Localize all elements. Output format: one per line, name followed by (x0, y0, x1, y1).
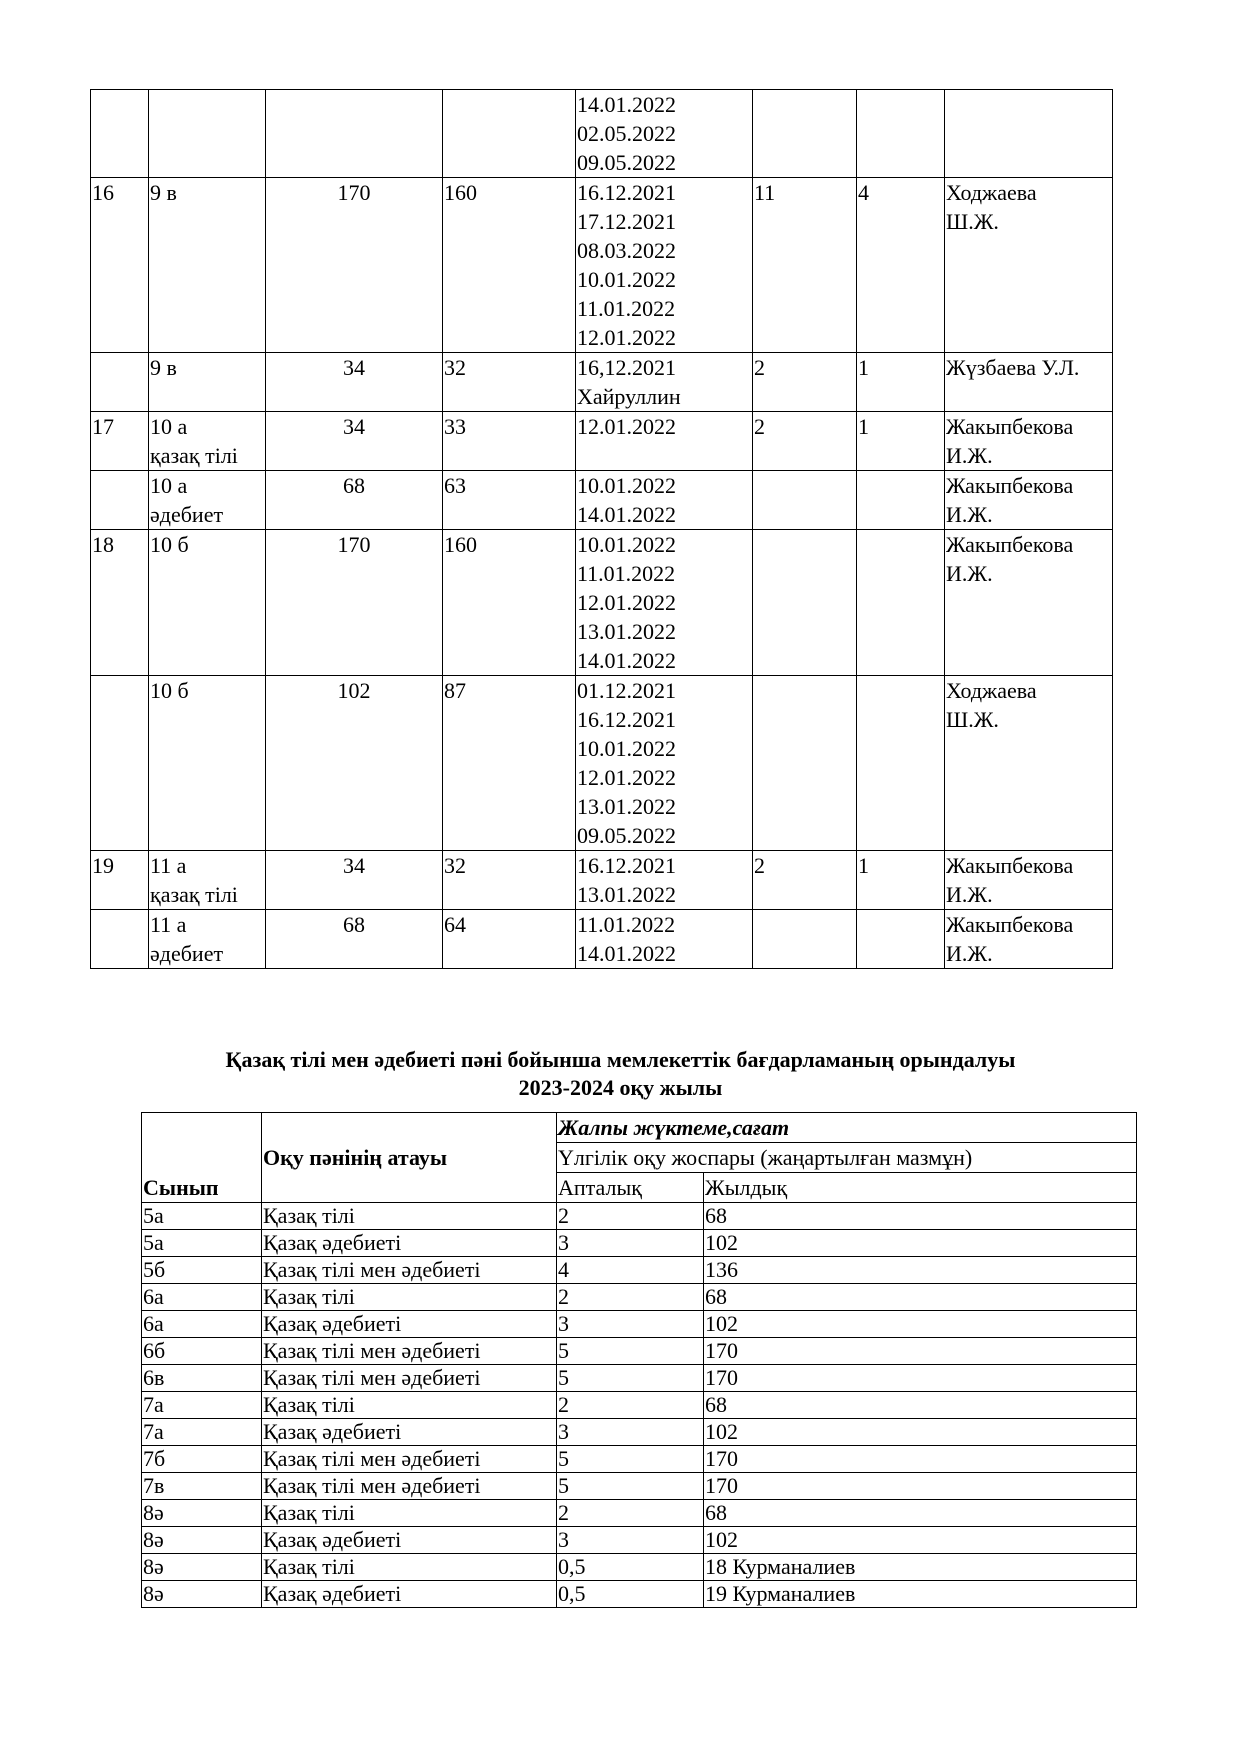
teacher-line: И.Ж. (946, 443, 993, 468)
class-cell (149, 676, 266, 851)
date-line: 12.01.2022 (577, 414, 676, 439)
table-row (91, 471, 1113, 530)
done-hours: 160 (443, 530, 576, 676)
section-title: Қазақ тілі мен әдебиеті пәні бойынша мемлекеттік бағдарламаның орындалуы (225, 1047, 1016, 1072)
dates-cell (576, 178, 753, 353)
subject-cell: Қазақ әдебиеті (262, 1230, 557, 1257)
section-subtitle: 2023-2024 оқу жылы (518, 1075, 723, 1100)
yearly-cell: 170 (704, 1365, 1137, 1392)
class-cell (149, 353, 266, 412)
yearly-cell: 68 (704, 1392, 1137, 1419)
header-total-load: Жалпы жүктеме,сағат (557, 1113, 1137, 1143)
row-number (91, 353, 149, 412)
class-cell (149, 530, 266, 676)
teacher-cell (945, 353, 1113, 412)
done-hours: 160 (443, 178, 576, 353)
weekly-cell: 0,5 (557, 1581, 704, 1608)
date-line: 12.01.2022 (577, 590, 676, 615)
class-cell: 5а (142, 1203, 262, 1230)
row-number (91, 471, 149, 530)
teacher-cell (945, 412, 1113, 471)
yearly-cell: 102 (704, 1419, 1137, 1446)
class-cell: 8ә (142, 1527, 262, 1554)
class-cell: 5б (142, 1257, 262, 1284)
class-cell (149, 910, 266, 969)
weekly-cell: 3 (557, 1419, 704, 1446)
yearly-cell: 102 (704, 1311, 1137, 1338)
class-cell: 7б (142, 1446, 262, 1473)
row-number (91, 90, 149, 178)
teacher-line: Жүзбаева У.Л. (946, 355, 1080, 380)
row-number (91, 910, 149, 969)
weekly-cell: 5 (557, 1365, 704, 1392)
table-row (142, 1554, 1137, 1581)
dates-cell (576, 90, 753, 178)
date-line: 17.12.2021 (577, 209, 676, 234)
class-cell (149, 178, 266, 353)
col7-cell (857, 676, 945, 851)
date-line: 13.01.2022 (577, 619, 676, 644)
class-cell: 6в (142, 1365, 262, 1392)
weekly-cell: 0,5 (557, 1554, 704, 1581)
date-line: Хайруллин (577, 384, 681, 409)
teacher-cell (945, 676, 1113, 851)
weekly-cell: 2 (557, 1284, 704, 1311)
class-cell (149, 90, 266, 178)
table-row (91, 90, 1113, 178)
class-line: қазақ тілі (150, 882, 238, 907)
weekly-cell: 5 (557, 1338, 704, 1365)
table-row (91, 353, 1113, 412)
class-cell: 7в (142, 1473, 262, 1500)
class-line: әдебиет (150, 941, 224, 966)
col6-cell (753, 676, 857, 851)
weekly-cell: 2 (557, 1500, 704, 1527)
teacher-line: Жакыпбекова (946, 853, 1074, 878)
date-line: 01.12.2021 (577, 678, 676, 703)
teacher-cell (945, 90, 1113, 178)
table-row (91, 910, 1113, 969)
table-row (142, 1419, 1137, 1446)
date-line: 08.03.2022 (577, 238, 676, 263)
yearly-cell: 18 Курманалиев (704, 1554, 1137, 1581)
yearly-cell: 19 Курманалиев (704, 1581, 1137, 1608)
table-row (142, 1230, 1137, 1257)
yearly-cell: 170 (704, 1338, 1137, 1365)
yearly-cell: 102 (704, 1527, 1137, 1554)
subject-cell: Қазақ әдебиеті (262, 1419, 557, 1446)
class-cell (149, 851, 266, 910)
dates-cell (576, 471, 753, 530)
date-line: 16.12.2021 (577, 707, 676, 732)
subject-cell: Қазақ тілі (262, 1500, 557, 1527)
class-cell: 8ә (142, 1554, 262, 1581)
header-subject: Оқу пәнінің атауы (262, 1113, 557, 1203)
date-line: 02.05.2022 (577, 121, 676, 146)
teacher-cell (945, 530, 1113, 676)
class-line: 11 а (150, 853, 187, 878)
col7-cell (857, 90, 945, 178)
weekly-cell: 5 (557, 1473, 704, 1500)
done-hours: 63 (443, 471, 576, 530)
subject-cell: Қазақ тілі мен әдебиеті (262, 1365, 557, 1392)
state-program-table-2023-2024 (141, 1112, 1137, 1608)
done-hours: 87 (443, 676, 576, 851)
teacher-cell (945, 178, 1113, 353)
done-hours: 32 (443, 353, 576, 412)
table-row (91, 178, 1113, 353)
teacher-line: И.Ж. (946, 882, 993, 907)
date-line: 13.01.2022 (577, 882, 676, 907)
date-line: 16.12.2021 (577, 853, 676, 878)
date-line: 14.01.2022 (577, 941, 676, 966)
col7-cell: 1 (857, 851, 945, 910)
teacher-line: Ш.Ж. (946, 209, 999, 234)
date-line: 11.01.2022 (577, 912, 676, 937)
total-hours: 68 (266, 471, 443, 530)
done-hours: 33 (443, 412, 576, 471)
table-row (142, 1473, 1137, 1500)
weekly-cell: 2 (557, 1392, 704, 1419)
class-cell: 7а (142, 1392, 262, 1419)
teacher-line: Ходжаева (946, 180, 1037, 205)
teacher-cell (945, 471, 1113, 530)
table-row (142, 1338, 1137, 1365)
dates-cell (576, 910, 753, 969)
total-hours: 102 (266, 676, 443, 851)
dates-cell (576, 530, 753, 676)
subject-cell: Қазақ тілі мен әдебиеті (262, 1473, 557, 1500)
teacher-cell (945, 851, 1113, 910)
yearly-cell: 68 (704, 1203, 1137, 1230)
subject-cell: Қазақ тілі (262, 1284, 557, 1311)
class-cell (149, 471, 266, 530)
col6-cell (753, 910, 857, 969)
total-hours: 170 (266, 530, 443, 676)
dates-cell (576, 676, 753, 851)
total-hours: 34 (266, 851, 443, 910)
date-line: 10.01.2022 (577, 473, 676, 498)
table-row (91, 851, 1113, 910)
table-row (91, 412, 1113, 471)
done-hours: 64 (443, 910, 576, 969)
class-cell: 8ә (142, 1581, 262, 1608)
class-cell: 8ә (142, 1500, 262, 1527)
date-line: 10.01.2022 (577, 267, 676, 292)
yearly-cell: 170 (704, 1473, 1137, 1500)
yearly-cell: 68 (704, 1500, 1137, 1527)
weekly-cell: 5 (557, 1446, 704, 1473)
row-number (91, 676, 149, 851)
date-line: 14.01.2022 (577, 648, 676, 673)
class-line: 10 а (150, 414, 188, 439)
class-cell (149, 412, 266, 471)
row-number: 16 (91, 178, 149, 353)
col6-cell (753, 530, 857, 676)
header-class: Сынып (142, 1113, 262, 1203)
subject-cell: Қазақ тілі (262, 1392, 557, 1419)
table-row (91, 676, 1113, 851)
table-row (91, 530, 1113, 676)
table-row (142, 1257, 1137, 1284)
row-number: 17 (91, 412, 149, 471)
date-line: 14.01.2022 (577, 502, 676, 527)
done-hours: 32 (443, 851, 576, 910)
done-hours (443, 90, 576, 178)
col7-cell (857, 910, 945, 969)
yearly-cell: 170 (704, 1446, 1137, 1473)
table-row (142, 1527, 1137, 1554)
teacher-line: Жакыпбекова (946, 532, 1074, 557)
weekly-cell: 3 (557, 1311, 704, 1338)
date-line: 12.01.2022 (577, 765, 676, 790)
date-line: 14.01.2022 (577, 92, 676, 117)
teacher-line: Жакыпбекова (946, 414, 1074, 439)
class-line: 9 в (150, 355, 177, 380)
date-line: 16,12.2021 (577, 355, 676, 380)
weekly-cell: 3 (557, 1230, 704, 1257)
table-row (142, 1284, 1137, 1311)
class-cell: 6б (142, 1338, 262, 1365)
table-row (142, 1365, 1137, 1392)
subject-cell: Қазақ тілі (262, 1203, 557, 1230)
subject-cell: Қазақ әдебиеті (262, 1527, 557, 1554)
table-row (142, 1392, 1137, 1419)
col7-cell (857, 530, 945, 676)
col6-cell (753, 90, 857, 178)
class-line: 10 а (150, 473, 188, 498)
row-number: 18 (91, 530, 149, 676)
dates-cell (576, 412, 753, 471)
col6-cell: 2 (753, 412, 857, 471)
col7-cell (857, 471, 945, 530)
teacher-line: Ш.Ж. (946, 707, 999, 732)
header-weekly: Апталық (557, 1173, 704, 1203)
dates-cell (576, 851, 753, 910)
class-line: 10 б (150, 678, 189, 703)
date-line: 11.01.2022 (577, 296, 676, 321)
header-model-plan: Үлгілік оқу жоспары (жаңартылған мазмұн) (557, 1143, 1137, 1173)
table-row (142, 1311, 1137, 1338)
weekly-cell: 2 (557, 1203, 704, 1230)
table-row (142, 1500, 1137, 1527)
subject-cell: Қазақ әдебиеті (262, 1581, 557, 1608)
class-line: әдебиет (150, 502, 224, 527)
total-hours: 170 (266, 178, 443, 353)
subject-cell: Қазақ әдебиеті (262, 1311, 557, 1338)
date-line: 09.05.2022 (577, 823, 676, 848)
date-line: 11.01.2022 (577, 561, 676, 586)
yearly-cell: 102 (704, 1230, 1137, 1257)
yearly-cell: 68 (704, 1284, 1137, 1311)
class-line: 10 б (150, 532, 189, 557)
teacher-line: Жакыпбекова (946, 473, 1074, 498)
teacher-line: Ходжаева (946, 678, 1037, 703)
subject-cell: Қазақ тілі (262, 1554, 557, 1581)
teacher-cell (945, 910, 1113, 969)
table-row (142, 1581, 1137, 1608)
class-cell: 6а (142, 1311, 262, 1338)
table-row (142, 1203, 1137, 1230)
weekly-cell: 4 (557, 1257, 704, 1284)
col7-cell: 1 (857, 412, 945, 471)
date-line: 10.01.2022 (577, 736, 676, 761)
date-line: 13.01.2022 (577, 794, 676, 819)
class-cell: 7а (142, 1419, 262, 1446)
date-line: 10.01.2022 (577, 532, 676, 557)
dates-cell (576, 353, 753, 412)
teacher-line: Жакыпбекова (946, 912, 1074, 937)
class-line: 9 в (150, 180, 177, 205)
header-yearly: Жылдық (704, 1173, 1137, 1203)
weekly-cell: 3 (557, 1527, 704, 1554)
col6-cell: 11 (753, 178, 857, 353)
date-line: 16.12.2021 (577, 180, 676, 205)
table-row (142, 1446, 1137, 1473)
col7-cell: 1 (857, 353, 945, 412)
col6-cell (753, 471, 857, 530)
row-number: 19 (91, 851, 149, 910)
date-line: 12.01.2022 (577, 325, 676, 350)
subject-cell: Қазақ тілі мен әдебиеті (262, 1338, 557, 1365)
program-execution-table-2021-2022 (90, 89, 1113, 969)
col6-cell: 2 (753, 851, 857, 910)
total-hours (266, 90, 443, 178)
teacher-line: И.Ж. (946, 561, 993, 586)
teacher-line: И.Ж. (946, 941, 993, 966)
class-cell: 5а (142, 1230, 262, 1257)
teacher-line: И.Ж. (946, 502, 993, 527)
class-line: 11 а (150, 912, 187, 937)
col7-cell: 4 (857, 178, 945, 353)
class-cell: 6а (142, 1284, 262, 1311)
total-hours: 34 (266, 353, 443, 412)
subject-cell: Қазақ тілі мен әдебиеті (262, 1257, 557, 1284)
yearly-cell: 136 (704, 1257, 1137, 1284)
total-hours: 34 (266, 412, 443, 471)
class-line: қазақ тілі (150, 443, 238, 468)
date-line: 09.05.2022 (577, 150, 676, 175)
total-hours: 68 (266, 910, 443, 969)
col6-cell: 2 (753, 353, 857, 412)
subject-cell: Қазақ тілі мен әдебиеті (262, 1446, 557, 1473)
